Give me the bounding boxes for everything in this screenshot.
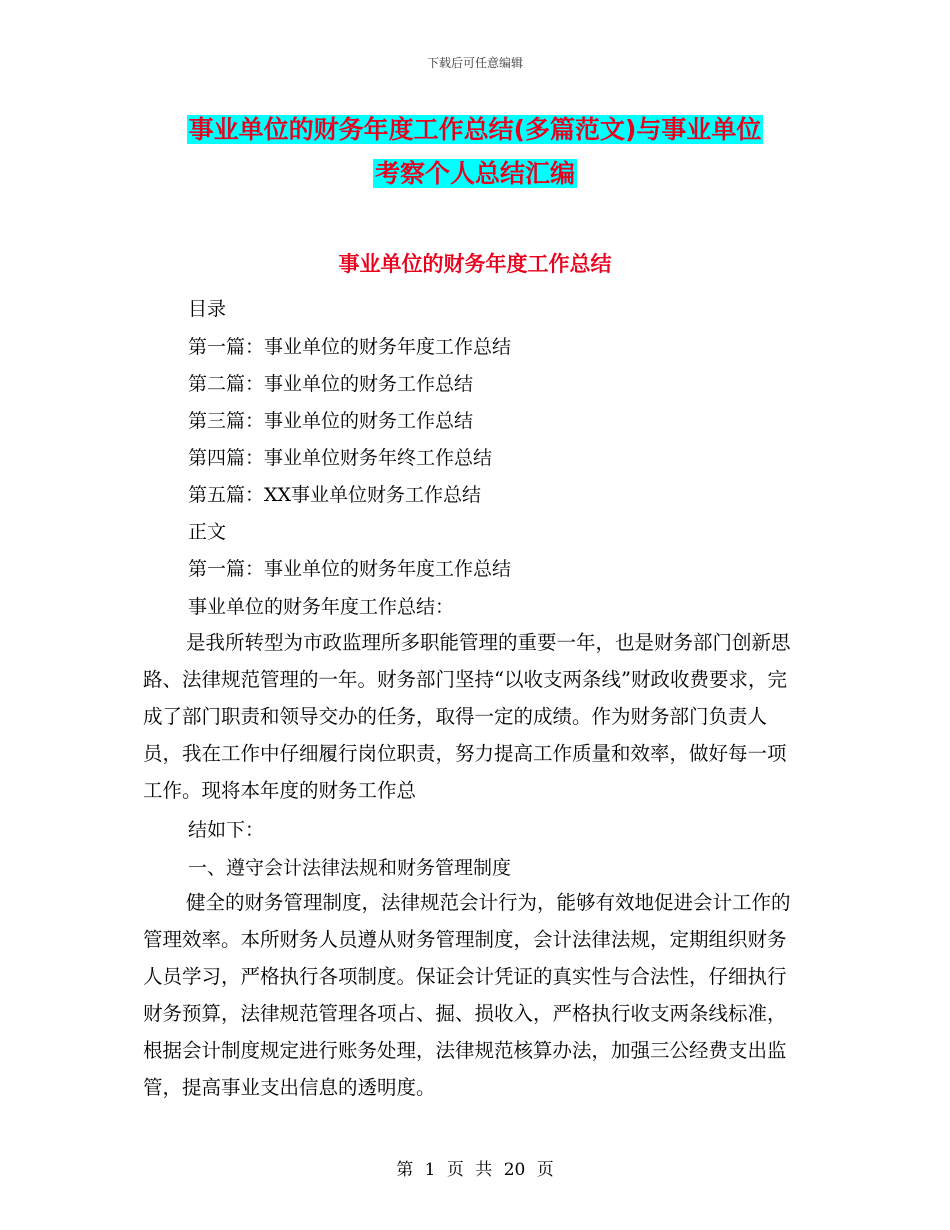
header-note: 下载后可任意编辑 xyxy=(426,56,523,70)
intro-line: 事业单位的财务年度工作总结： xyxy=(188,596,455,618)
toc-item: 第四篇：事业单位财务年终工作总结 xyxy=(188,447,493,469)
paragraph-1: 是我所转型为市政监理所多职能管理的重要一年，也是财务部门创新思路、法律规范管理的一年。财务部门坚持“以收支两条线”财政收费要求，完成了部门职责和领导交办的任务，取得一定的成绩。作为财务部门负责人员，我在工作中仔细履行岗位职责，努力提高工作质量和效率，做好每一项工作。现将本年度的财务工作总 xyxy=(143,631,791,802)
paragraph-1-end: 结如下： xyxy=(188,819,265,841)
toc-item: 第三篇：事业单位的财务工作总结 xyxy=(188,410,474,432)
toc-item: 第一篇：事业单位的财务年度工作总结 xyxy=(188,336,512,358)
title-highlight-1: 事业单位的财务年度工作总结(多篇范文)与事业单位 xyxy=(188,115,762,144)
document-title-line-1 xyxy=(0,112,950,148)
section-title: 事业单位的财务年度工作总结 xyxy=(338,252,612,276)
toc-item: 第二篇：事业单位的财务工作总结 xyxy=(188,373,474,395)
paragraph-2: 健全的财务管理制度，法律规范会计行为，能够有效地促进会计工作的管理效率。本所财务人员遵从财务管理制度，会计法律法规，定期组织财务人员学习，严格执行各项制度。保证会计凭证的真实性与合法性，仔细执行财务预算，法律规范管理各项占、掘、损收入，严格执行收支两条线标准，根据会计制度规定进行账务处理，法律规范核算办法，加强三公经费支出监管，提高事业支出信息的透明度。 xyxy=(143,891,791,1099)
toc-label: 目录 xyxy=(188,298,227,320)
heading-1: 一、遵守会计法律法规和财务管理制度 xyxy=(188,857,512,879)
title-highlight-2: 考察个人总结汇编 xyxy=(374,159,575,188)
toc-item: 第五篇：XX事业单位财务工作总结 xyxy=(188,484,482,506)
page-footer: 第 1 页 共 20 页 xyxy=(396,1160,554,1180)
part-title: 第一篇：事业单位的财务年度工作总结 xyxy=(188,558,512,580)
body-label: 正文 xyxy=(188,521,227,543)
document-title-line-2 xyxy=(0,156,950,192)
